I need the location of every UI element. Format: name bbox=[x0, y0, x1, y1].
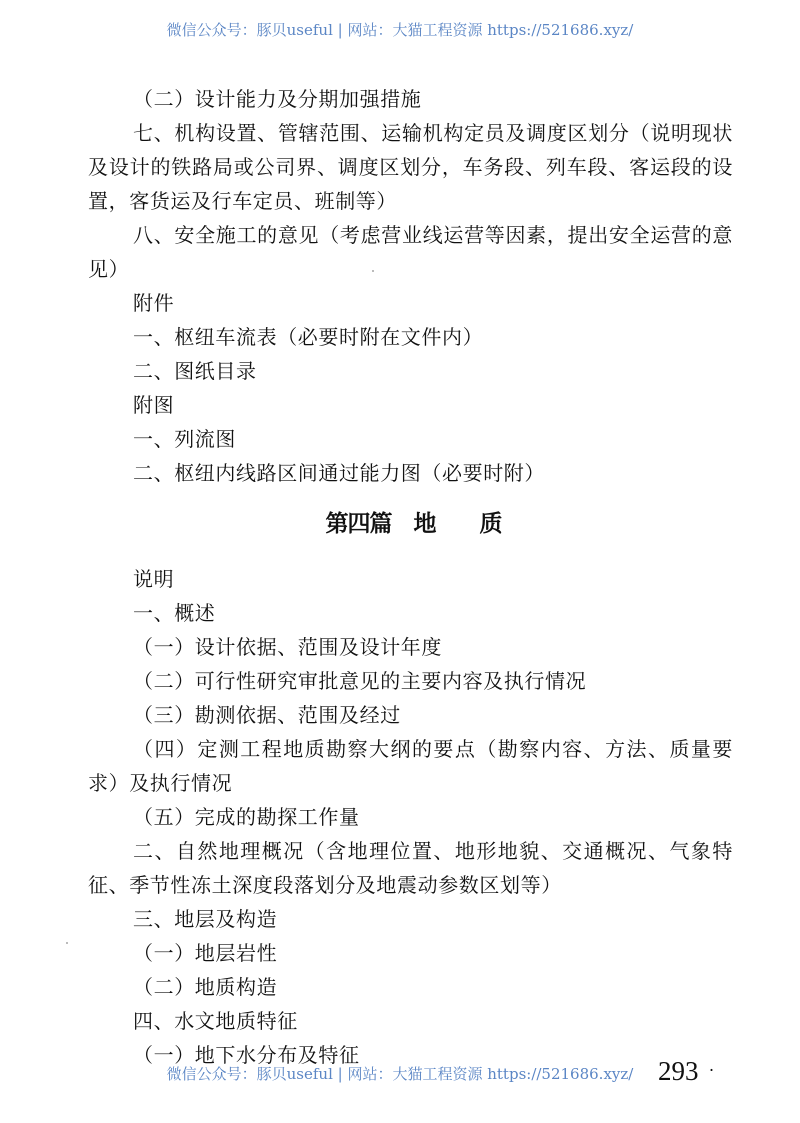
paragraph: （二）设计能力及分期加强措施 bbox=[133, 87, 422, 111]
paragraph: （一）地层岩性 bbox=[133, 941, 278, 965]
paragraph: （一）地下水分布及特征 bbox=[133, 1043, 360, 1067]
watermark-header: 微信公众号：豚贝useful | 网站：大猫工程资源 https://521686.xyz/ bbox=[166, 21, 634, 39]
paragraph: 三、地层及构造 bbox=[133, 907, 278, 931]
paragraph: 附件 bbox=[133, 291, 175, 315]
page-number bbox=[658, 1056, 715, 1087]
paragraph: 一、列流图 bbox=[133, 427, 236, 451]
scan-speck bbox=[66, 942, 68, 944]
paragraph: 附图 bbox=[133, 393, 175, 417]
watermark-footer: 微信公众号：豚贝useful | 网站：大猫工程资源 https://521686.xyz/ bbox=[166, 1065, 634, 1083]
paragraph: 一、枢纽车流表（必要时附在文件内） bbox=[133, 325, 484, 349]
paragraph: 说明 bbox=[133, 567, 175, 591]
paragraph: （四）定测工程地质勘察大纲的要点（勘察内容、方法、质量要求）及执行情况 bbox=[88, 737, 733, 795]
paragraph: （一）设计依据、范围及设计年度 bbox=[133, 635, 442, 659]
paragraph: 八、安全施工的意见（考虑营业线运营等因素，提出安全运营的意见） bbox=[88, 223, 733, 281]
paragraph: 二、枢纽内线路区间通过能力图（必要时附） bbox=[133, 461, 545, 485]
page-content bbox=[88, 82, 733, 1072]
paragraph: 四、水文地质特征 bbox=[133, 1009, 298, 1033]
paragraph: （五）完成的勘探工作量 bbox=[133, 805, 360, 829]
paragraph: 二、自然地理概况（含地理位置、地形地貌、交通概况、气象特征、季节性冻土深度段落划分及地震动参数区划等） bbox=[88, 839, 733, 897]
paragraph: 一、概述 bbox=[133, 601, 216, 625]
paragraph: （二）可行性研究审批意见的主要内容及执行情况 bbox=[133, 669, 587, 693]
paragraph: （三）勘测依据、范围及经过 bbox=[133, 703, 401, 727]
section-title: 第四篇 地 质 bbox=[325, 511, 502, 537]
page-number-dot: · bbox=[708, 1060, 715, 1080]
scan-speck bbox=[372, 270, 374, 272]
paragraph: 二、图纸目录 bbox=[133, 359, 257, 383]
paragraph: （二）地质构造 bbox=[133, 975, 278, 999]
page-number-value: 293 bbox=[658, 1056, 699, 1086]
paragraph: 七、机构设置、管辖范围、运输机构定员及调度区划分（说明现状及设计的铁路局或公司界、调度区划分，车务段、列车段、客运段的设置，客货运及行车定员、班制等） bbox=[88, 121, 733, 213]
